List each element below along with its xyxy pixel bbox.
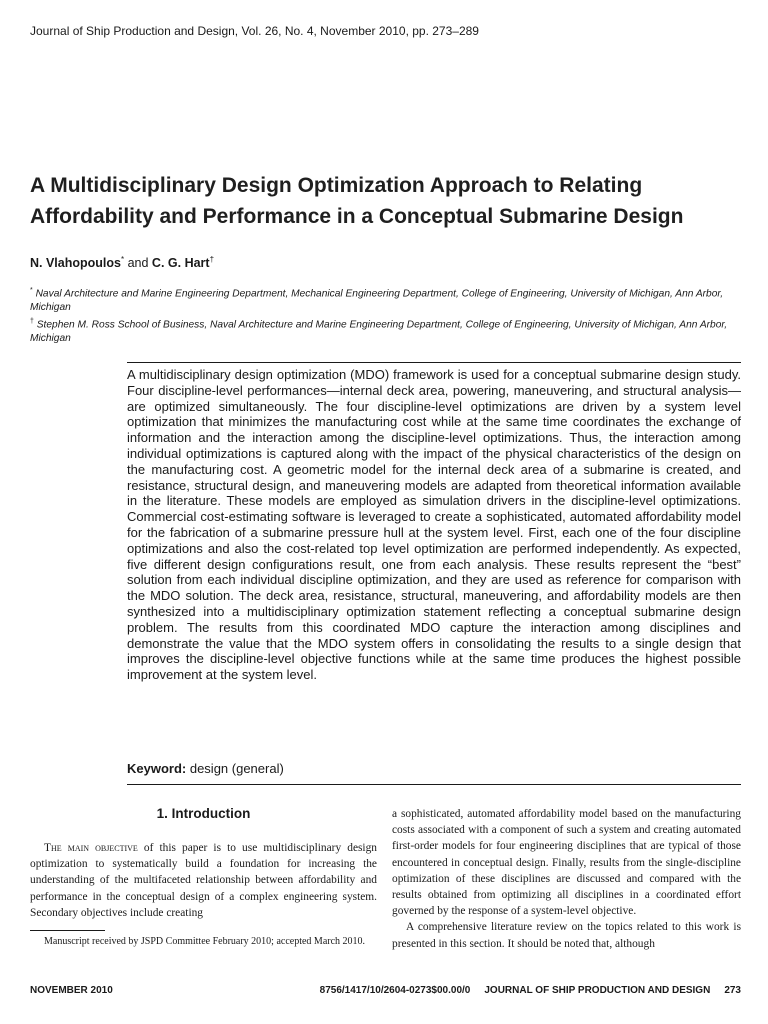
affiliation-text: Naval Architecture and Marine Engineering Department, Mechanical Engineering Department, College of Engineering, University of Michigan, Ann Arbor, Michigan	[30, 288, 724, 313]
footer-info	[320, 985, 741, 996]
footnote-rule	[30, 930, 105, 931]
footer-journal: JOURNAL OF SHIP PRODUCTION AND DESIGN	[484, 985, 711, 996]
intro-lead: The main objective	[44, 842, 138, 854]
abstract-top-rule	[127, 362, 741, 363]
author-line	[30, 255, 214, 270]
intro-paragraph	[30, 840, 377, 921]
abstract: A multidisciplinary design optimization (MDO) framework is used for a conceptual submarine design study. Four discipline-level performances—internal deck area, powering, maneuvering, and structural analysis—are optimized simultaneously. The four discipline-level optimizations are driven by a system level optimization that minimizes the manufacturing cost while at the same time coordinates the exchange of information and the interaction among the discipline-level optimizations. Thus, the interaction among individual optimizations is captured along with the impact of the physical characteristics of the design on the manufacturing cost. A geometric model for the internal deck area of a submarine is created, and resistance, structural design, and maneuvering models are adapted from theoretical information available in the literature. These models are employed as simulation drivers in the discipline-level optimizations. Commercial cost-estimating software is leveraged to create a sophisticated, automated affordability model for the fabrication of a submarine pressure hull at the system level. First, each one of the four discipline optimizations and also the cost-related top level optimization are performed independently. As expected, five different design configurations result, one from each analysis. These results represent the “best” solution from each individual discipline optimization, and they are used as reference for comparison with the MDO solution. The deck area, resistance, structural, maneuvering, and affordability models are then synthesized into a multidisciplinary optimization statement reflecting a conceptual submarine design problem. The results from this coordinated MDO capture the interaction among disciplines and demonstrate the value that the MDO system offers in consolidating the results to a single design that improves the discipline-level objective functions while at the same time produces the highest possible improvement at the system level.	[127, 367, 741, 683]
keyword-label: Keyword:	[127, 761, 187, 776]
author-separator: and	[124, 256, 152, 271]
paper-title: A Multidisciplinary Design Optimization Approach to Relating Affordability and Performance in a Conceptual Submarine Design	[30, 174, 684, 228]
affiliation-mark: *	[30, 287, 33, 294]
intro-text: of this paper is to use multidisciplinary design optimization to systematically build a foundation for increasing the understanding of the multifaceted relationship between affordability and performance in the conceptual design of a complex engineering system. Secondary objectives include creating	[30, 842, 377, 919]
author-mark: †	[209, 255, 215, 264]
author-mark: *	[120, 255, 125, 264]
author-name: C. G. Hart	[151, 256, 210, 271]
author-name: N. Vlahopoulos	[30, 256, 121, 271]
affiliation	[30, 315, 742, 346]
body-paragraph: a sophisticated, automated affordability model based on the manufacturing costs associated with a component of such a system and creating automated first-order models for four engineering disciplines that are typical of those encountered in conceptual design. Finally, results from the single-discipline optimization of these disciplines are discussed and compared with the results obtained from optimizing all disciplines in a coordinated effort governed by the response of a system-level objective.	[392, 808, 741, 918]
affiliations	[30, 284, 742, 345]
body-paragraph: A comprehensive literature review on the topics related to this work is presented in this section. It should be noted that, although	[392, 921, 741, 950]
journal-citation: Journal of Ship Production and Design, Vol. 26, No. 4, November 2010, pp. 273–289	[30, 24, 479, 38]
right-column	[392, 806, 741, 952]
footer-date: NOVEMBER 2010	[30, 985, 113, 996]
section-heading: 1. Introduction	[156, 806, 251, 821]
keyword-line	[127, 761, 284, 776]
keyword-value: design (general)	[186, 761, 284, 776]
footer-code: 8756/1417/10/2604-0273$00.00/0	[319, 985, 471, 996]
footnote: Manuscript received by JSPD Committee February 2010; accepted March 2010.	[44, 936, 366, 947]
affiliation-text: Stephen M. Ross School of Business, Naval Architecture and Marine Engineering Department, College of Engineering, University of Michigan, Ann Arbor, Michigan	[30, 318, 728, 344]
left-column	[30, 806, 377, 921]
abstract-bottom-rule	[127, 784, 741, 785]
affiliation	[30, 284, 742, 315]
page-number: 273	[724, 985, 741, 996]
affiliation-mark: †	[30, 317, 34, 325]
